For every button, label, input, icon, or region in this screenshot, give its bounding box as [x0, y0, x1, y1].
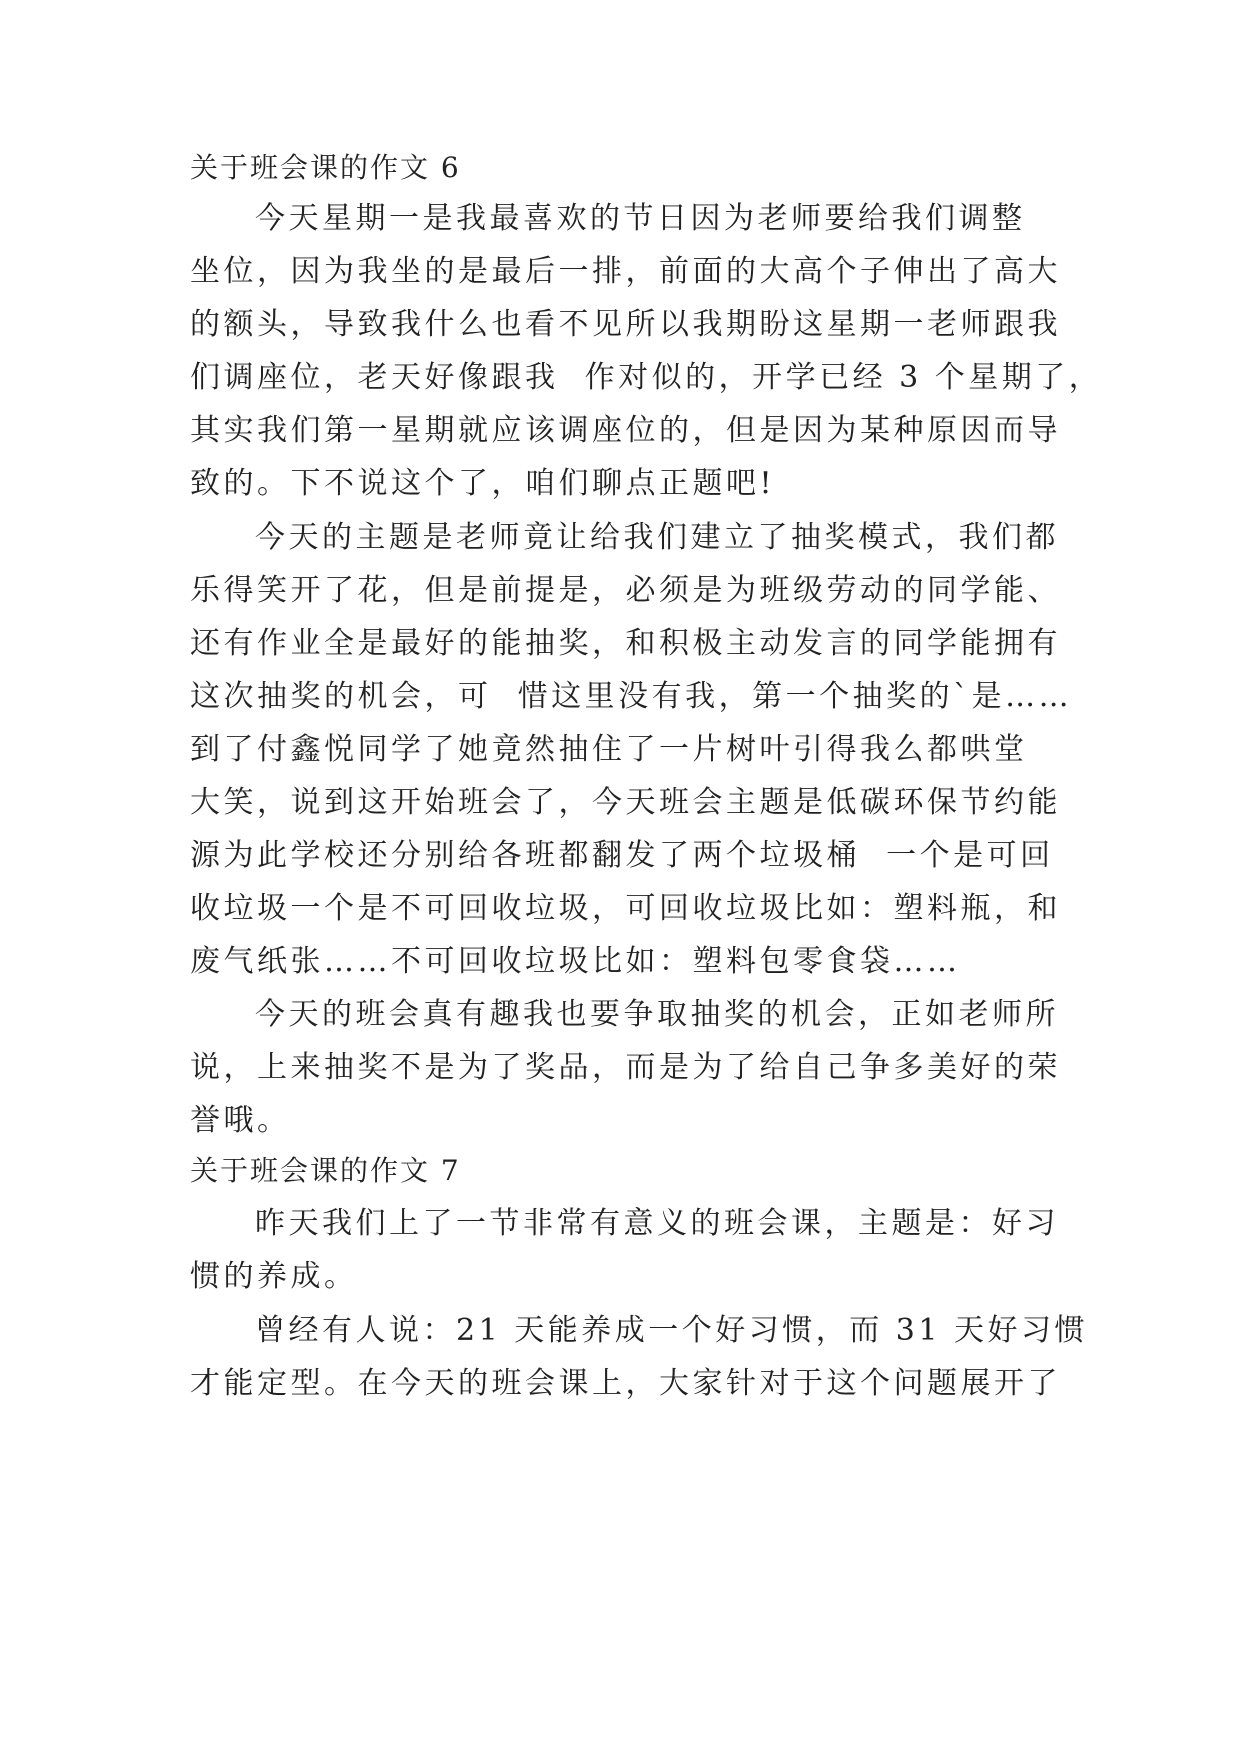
text-line: 誉哦。 — [190, 1103, 291, 1138]
text-line: 说，上来抽奖不是为了奖品，而是为了给自己争多美好的荣 — [190, 1050, 1061, 1085]
text-line: 源为此学校还分别给各班都翻发了两个垃圾桶 一个是可回 — [190, 838, 1054, 873]
essay-6-title: 关于班会课的作文 6 — [190, 151, 461, 184]
text-line: 这次抽奖的机会，可 惜这里没有我，第一个抽奖的`是…… — [190, 679, 1073, 714]
text-line: 收垃圾一个是不可回收垃圾，可回收垃圾比如：塑料瓶，和 — [190, 891, 1061, 926]
text-line: 曾经有人说：21 天能养成一个好习惯，而 31 天好习惯 — [255, 1313, 1088, 1348]
text-line: 其实我们第一星期就应该调座位的，但是因为某种原因而导 — [190, 413, 1061, 448]
text-line: 今天星期一是我最喜欢的节日因为老师要给我们调整 — [255, 201, 1026, 236]
text-line: 的额头，导致我什么也看不见所以我期盼这星期一老师跟我 — [190, 307, 1061, 342]
text-line: 废气纸张……不可回收垃圾比如：塑料包零食袋…… — [190, 944, 961, 979]
text-line: 惯的养成。 — [190, 1259, 358, 1294]
text-line: 坐位，因为我坐的是最后一排，前面的大高个子伸出了高大 — [190, 254, 1061, 289]
text-line: 到了付鑫悦同学了她竟然抽住了一片树叶引得我么都哄堂 — [190, 732, 1028, 767]
essay-7-title: 关于班会课的作文 7 — [190, 1154, 461, 1187]
text-line: 大笑，说到这开始班会了，今天班会主题是低碳环保节约能 — [190, 785, 1061, 820]
text-line: 今天的班会真有趣我也要争取抽奖的机会，正如老师所 — [255, 997, 1059, 1032]
text-line: 才能定型。在今天的班会课上，大家针对于这个问题展开了 — [190, 1366, 1061, 1401]
text-line: 们调座位，老天好像跟我 作对似的，开学已经 3 个星期了， — [190, 360, 1103, 395]
text-line: 今天的主题是老师竟让给我们建立了抽奖模式，我们都 — [255, 520, 1059, 555]
text-line: 乐得笑开了花，但是前提是，必须是为班级劳动的同学能、 — [190, 573, 1061, 608]
text-line: 昨天我们上了一节非常有意义的班会课，主题是：好习 — [255, 1206, 1059, 1241]
text-line: 还有作业全是最好的能抽奖，和积极主动发言的同学能拥有 — [190, 626, 1061, 661]
text-line: 致的。下不说这个了，咱们聊点正题吧! — [190, 466, 776, 501]
